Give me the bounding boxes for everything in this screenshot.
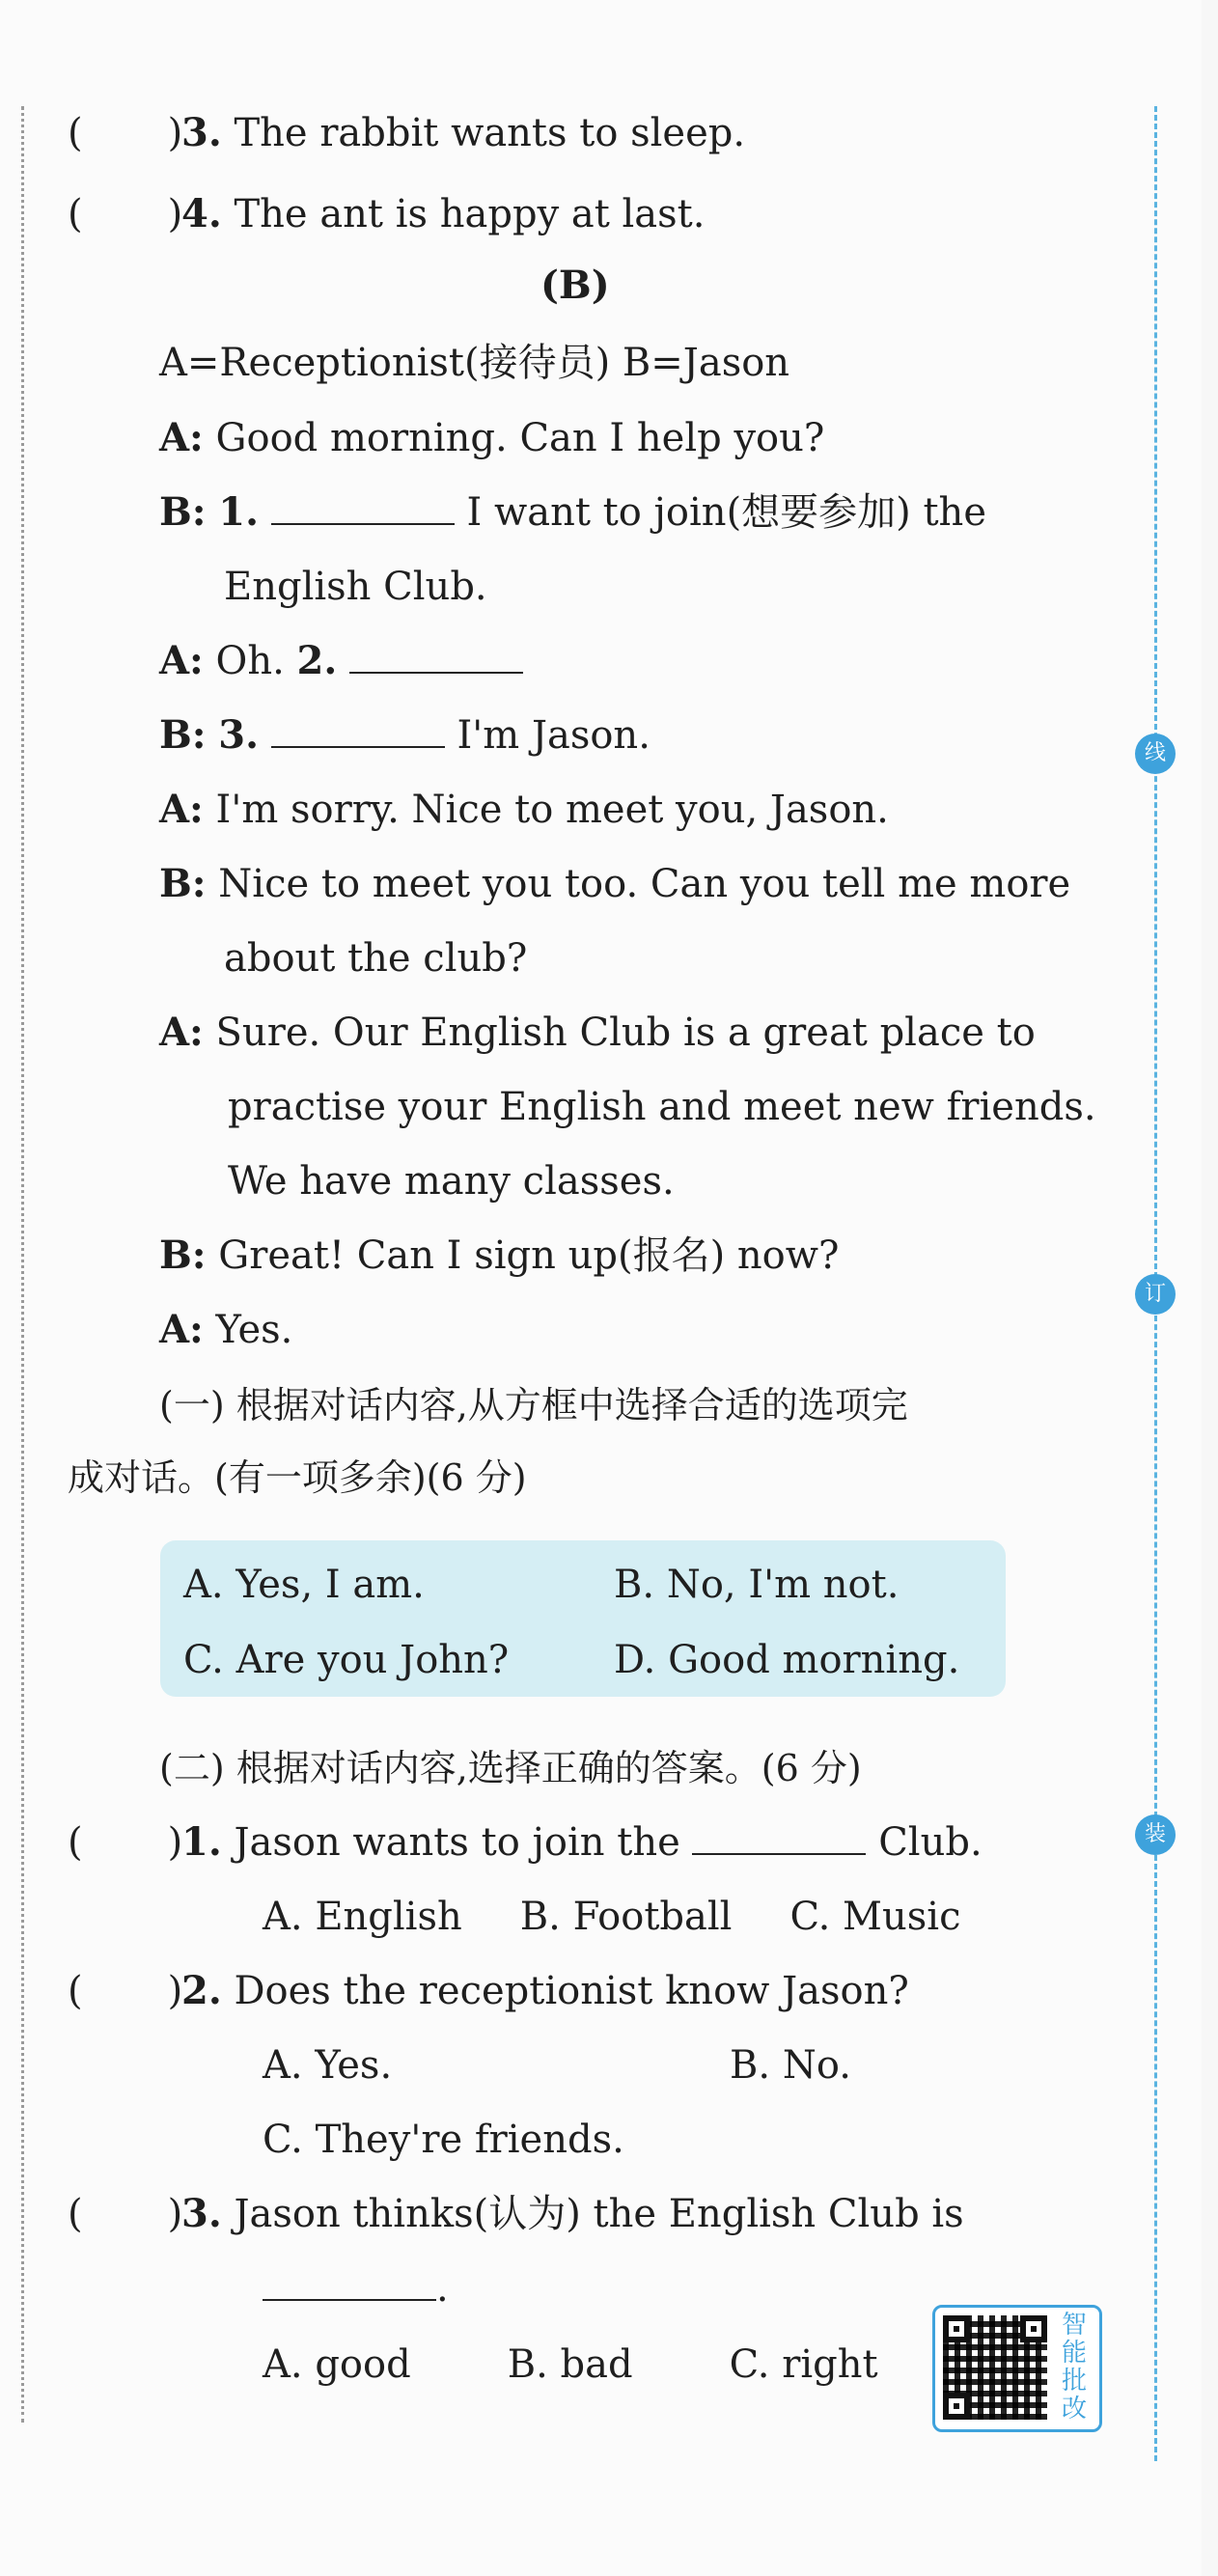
dialogue-line: A: Oh. 2. bbox=[159, 636, 523, 686]
dialogue-line-cont: We have many classes. bbox=[228, 1159, 675, 1204]
answer-blank-3[interactable] bbox=[271, 713, 445, 748]
answer-blank-2[interactable] bbox=[349, 639, 523, 674]
question-row: ( )1. Jason wants to join the Club. bbox=[68, 1819, 983, 1865]
section-b-title: (B) bbox=[540, 263, 610, 308]
qr-finder-icon bbox=[943, 2393, 970, 2420]
answer-blank[interactable] bbox=[263, 2266, 436, 2301]
option-b: B. No, I'm not. bbox=[614, 1563, 900, 1607]
option-d: D. Good morning. bbox=[614, 1638, 960, 1682]
dialogue-line: B: 3. I'm Jason. bbox=[159, 712, 651, 758]
dialogue-line: B: 1. I want to join(想要参加) the bbox=[159, 489, 986, 535]
smart-grading-qr[interactable] bbox=[932, 2305, 1102, 2432]
option-a: A. Yes, I am. bbox=[183, 1563, 425, 1607]
question-blank-line: . bbox=[263, 2263, 449, 2313]
dialogue-line-cont: about the club? bbox=[224, 936, 528, 981]
qr-finder-icon bbox=[943, 2315, 970, 2342]
question-row: ( )4. The ant is happy at last. bbox=[68, 191, 706, 236]
left-dotted-margin bbox=[21, 106, 24, 2423]
roles-line: A=Receptionist(接待员) B=Jason bbox=[159, 341, 790, 385]
binding-badge-bind: 装 bbox=[1135, 1814, 1176, 1855]
dialogue-line: A: Good morning. Can I help you? bbox=[159, 415, 825, 460]
qr-label: 智 能 批 改 bbox=[1061, 2311, 1087, 2424]
task1-instruction-cont: 成对话。(有一项多余)(6 分) bbox=[68, 1456, 527, 1499]
dialogue-line: A: Yes. bbox=[159, 1307, 293, 1352]
question-row: ( )3. The rabbit wants to sleep. bbox=[68, 110, 746, 155]
dialogue-line: B: Nice to meet you too. Can you tell me more bbox=[159, 861, 1071, 906]
dialogue-line: A: Sure. Our English Club is a great place to bbox=[159, 1010, 1036, 1055]
question-option: A. Yes. bbox=[263, 2043, 393, 2088]
question-row: ( )3. Jason thinks(认为) the English Club is bbox=[68, 2191, 964, 2236]
task1-instruction: (一) 根据对话内容,从方框中选择合适的选项完 bbox=[159, 1384, 908, 1426]
qr-finder-icon bbox=[1020, 2315, 1047, 2342]
question-options: A. good B. bad C. right bbox=[263, 2342, 878, 2387]
dialogue-line: A: I'm sorry. Nice to meet you, Jason. bbox=[159, 787, 889, 832]
question-option: B. No. bbox=[730, 2043, 851, 2088]
answer-blank[interactable] bbox=[692, 1820, 866, 1855]
dialogue-line-cont: practise your English and meet new friends. bbox=[228, 1085, 1096, 1129]
binding-badge-order: 订 bbox=[1135, 1274, 1176, 1315]
answer-blank-1[interactable] bbox=[271, 490, 455, 525]
binding-badge-line: 线 bbox=[1135, 734, 1176, 774]
question-option: C. They're friends. bbox=[263, 2118, 624, 2162]
dialogue-line: B: Great! Can I sign up(报名) now? bbox=[159, 1233, 840, 1278]
dialogue-line-cont: English Club. bbox=[224, 565, 487, 609]
task2-instruction: (二) 根据对话内容,选择正确的答案。(6 分) bbox=[159, 1747, 862, 1789]
question-options: A. English B. Football C. Music bbox=[263, 1895, 961, 1939]
option-c: C. Are you John? bbox=[183, 1638, 510, 1682]
question-row: ( )2. Does the receptionist know Jason? bbox=[68, 1968, 909, 2013]
